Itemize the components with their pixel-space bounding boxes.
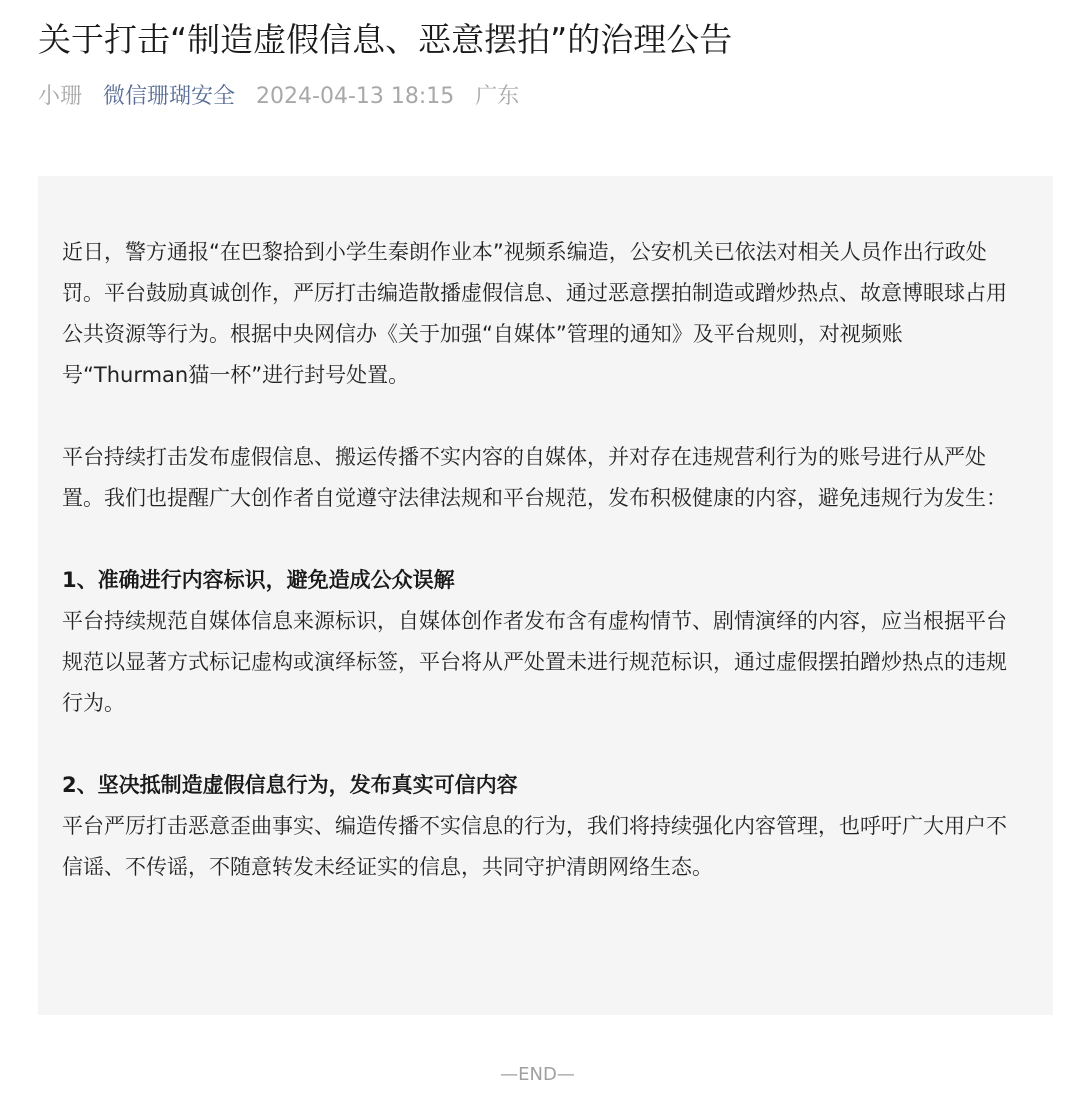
publish-location: 广东: [475, 84, 520, 109]
article-meta: [38, 80, 533, 114]
paragraph-gap: [62, 396, 1022, 437]
author-name: 小珊: [38, 84, 83, 109]
section-heading-1: 1、准确进行内容标识，避免造成公众误解: [62, 568, 455, 592]
section-heading-2: 2、坚决抵制造虚假信息行为，发布真实可信内容: [62, 773, 518, 797]
article-body: [62, 232, 1022, 888]
paragraph-1: 近日，警方通报“在巴黎拾到小学生秦朗作业本”视频系编造，公安机关已依法对相关人员作出行政处罚。平台鼓励真诚创作，严厉打击编造散播虚假信息、通过恶意摆拍制造或蹭炒热点、故意博眼球占用公共资源等行为。根据中央网信办《关于加强“自媒体”管理的通知》及平台规则，对视频账号“Thurman猫一杯”进行封号处置。: [62, 240, 1007, 387]
paragraph-4: 平台严厉打击恶意歪曲事实、编造传播不实信息的行为，我们将持续强化内容管理，也呼吁广大用户不信谣、不传谣，不随意转发未经证实的信息，共同守护清朗网络生态。: [62, 814, 1007, 879]
paragraph-3: 平台持续规范自媒体信息来源标识，自媒体创作者发布含有虚构情节、剧情演绎的内容，应当根据平台规范以显著方式标记虚构或演绎标签，平台将从严处置未进行规范标识，通过虚假摆拍蹭炒热点的违规行为。: [62, 609, 1007, 715]
article-title: 关于打击“制造虚假信息、恶意摆拍”的治理公告: [38, 20, 733, 59]
paragraph-gap: [62, 724, 1022, 765]
content-box: [38, 176, 1053, 1015]
paragraph-gap: [62, 519, 1022, 560]
paragraph-2: 平台持续打击发布虚假信息、搬运传播不实内容的自媒体，并对存在违规营利行为的账号进行从严处置。我们也提醒广大创作者自觉遵守法律法规和平台规范，发布积极健康的内容，避免违规行为发生：: [62, 445, 1007, 510]
end-mark: —END—: [500, 1064, 575, 1085]
publish-date: 2024-04-13 18:15: [256, 84, 455, 109]
account-link[interactable]: 微信珊瑚安全: [103, 84, 236, 109]
